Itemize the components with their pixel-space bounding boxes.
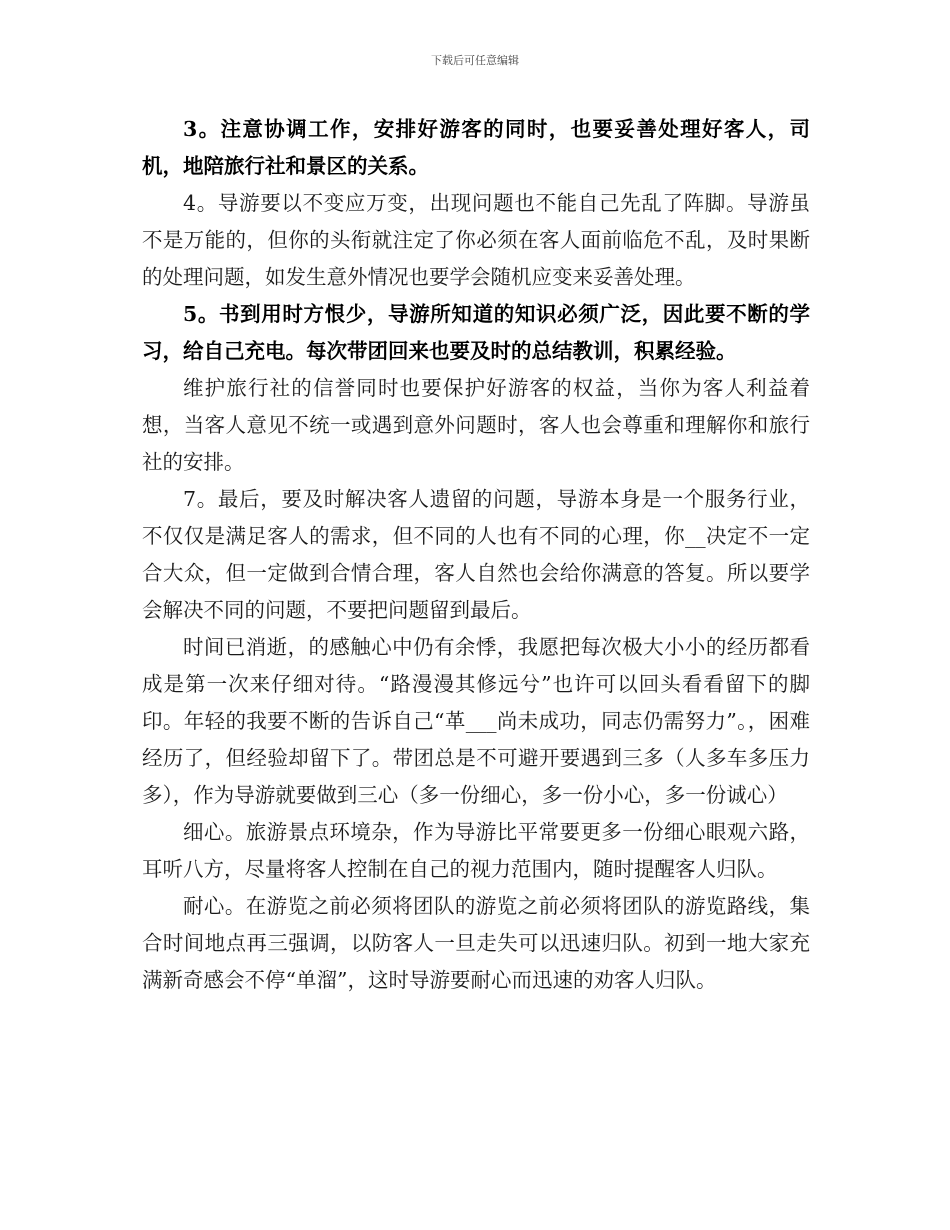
paragraph-3: 3。注意协调工作，安排好游客的同时，也要妥善处理好客人，司机，地陪旅行社和景区的关系。 <box>142 117 810 178</box>
page-header: 下载后可任意编辑 <box>431 54 519 67</box>
paragraph-reflection: 时间已消逝，的感触心中仍有余悸，我愿把每次极大小小的经历都看成是第一次来仔细对待。“路漫漫其修远兮”也许可以回头看看留下的脚印。年轻的我要不断的告诉自己“革___尚未成功，同志仍需努力”。，困难经历了，但经验却留下了。带团总是不可避开要遇到三多（人多车多压力多），作为导游就要做到三心（多一份细心，多一份小心，多一份诚心） <box>142 635 810 807</box>
paragraph-5: 5。书到用时方恨少，导游所知道的知识必须广泛，因此要不断的学习，给自己充电。每次带团回来也要及时的总结教训，积累经验。 <box>142 302 810 363</box>
paragraph-7: 7。最后，要及时解决客人遗留的问题，导游本身是一个服务行业，不仅仅是满足客人的需求，但不同的人也有不同的心理，你__决定不一定合大众，但一定做到合情合理，客人自然也会给你满意的答复。所以要学会解决不同的问题，不要把问题留到最后。 <box>142 487 810 622</box>
paragraph-carefulness: 细心。旅游景点环境杂，作为导游比平常要更多一份细心眼观六路，耳听八方，尽量将客人控制在自己的视力范围内，随时提醒客人归队。 <box>142 820 810 881</box>
paragraph-4: 4。导游要以不变应万变，出现问题也不能自己先乱了阵脚。导游虽不是万能的，但你的头衔就注定了你必须在客人面前临危不乱，及时果断的处理问题，如发生意外情况也要学会随机应变来妥善处理。 <box>142 191 810 289</box>
document-body <box>142 111 810 999</box>
paragraph-reputation: 维护旅行社的信誉同时也要保护好游客的权益，当你为客人利益着想，当客人意见不统一或遇到意外问题时，客人也会尊重和理解你和旅行社的安排。 <box>142 376 810 474</box>
paragraph-patience: 耐心。在游览之前必须将团队的游览之前必须将团队的游览路线，集合时间地点再三强调，以防客人一旦走失可以迅速归队。初到一地大家充满新奇感会不停“单溜”，这时导游要耐心而迅速的劝客人归队。 <box>142 894 810 992</box>
